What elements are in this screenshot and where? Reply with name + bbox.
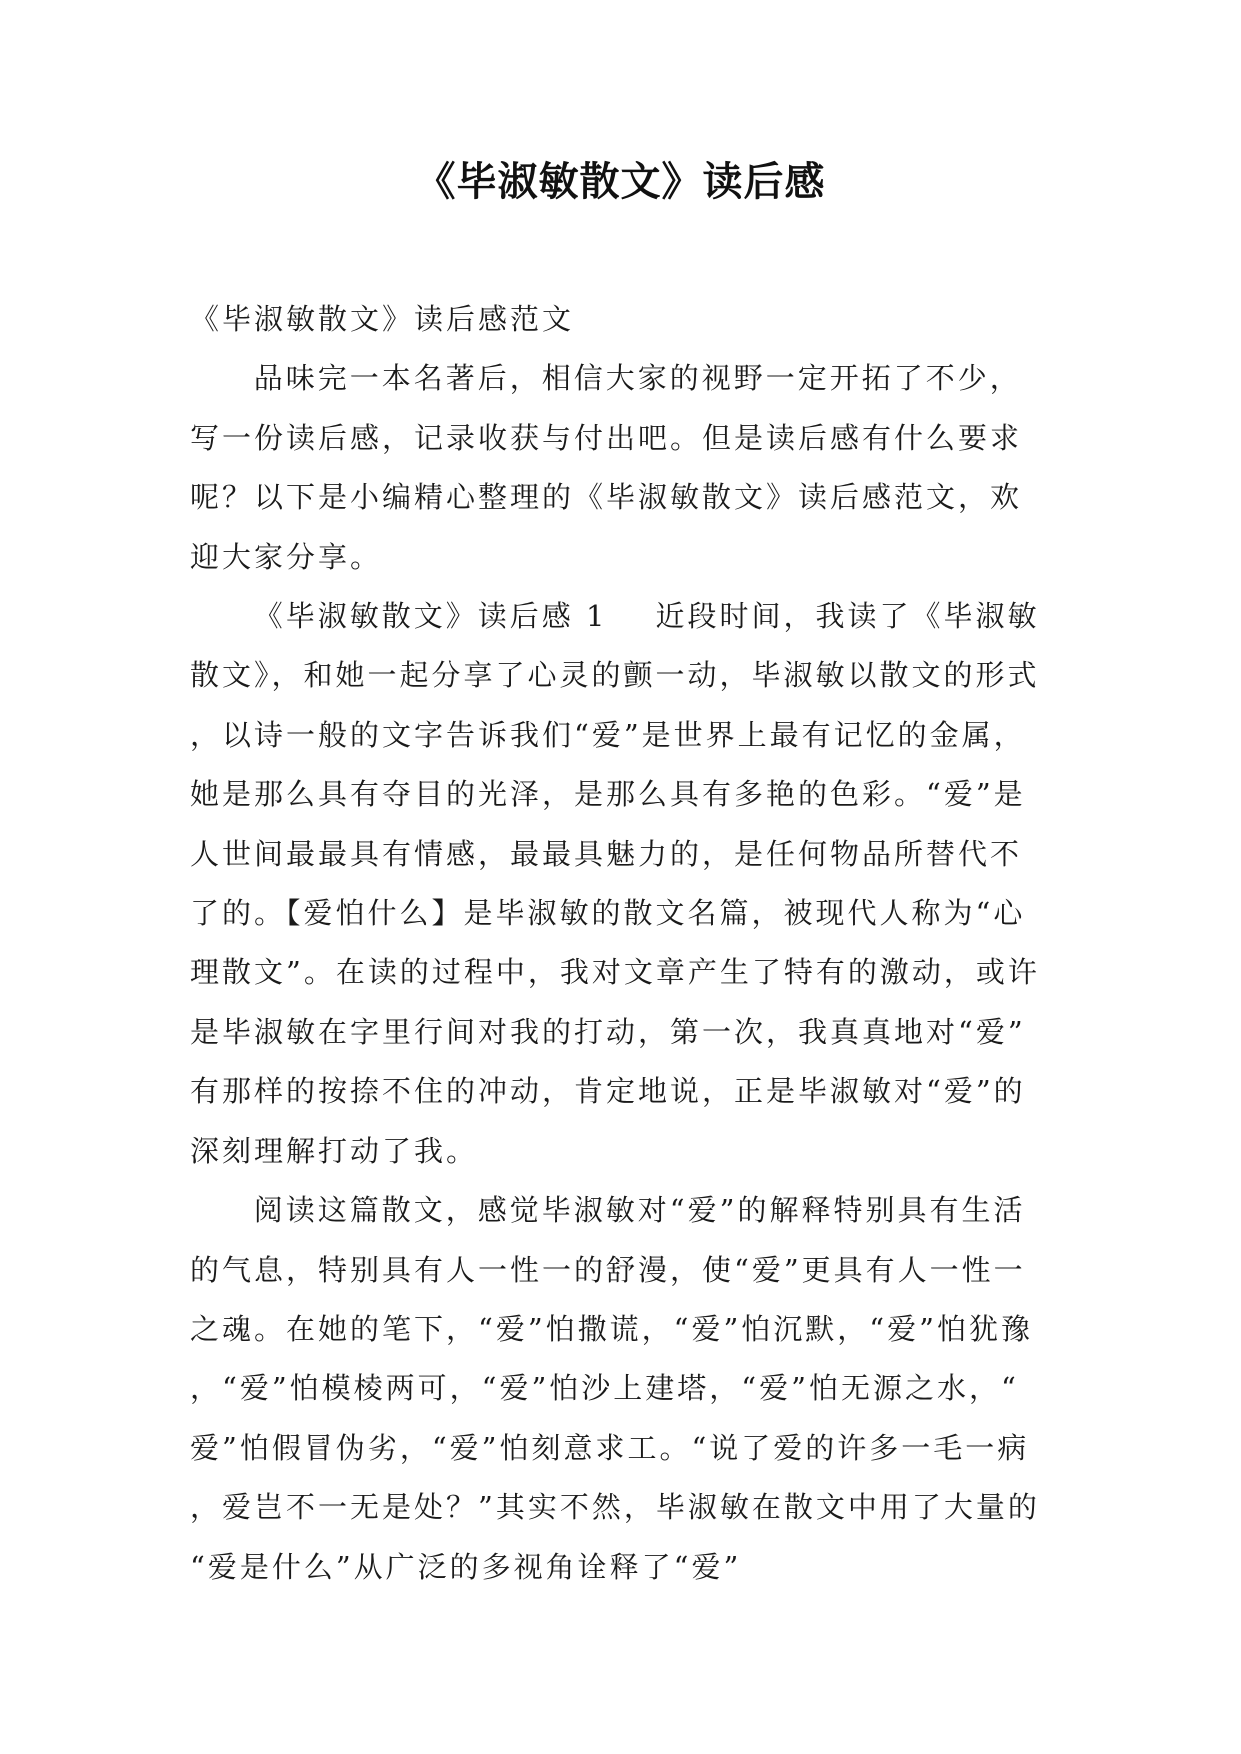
- intro-paragraph: 品味完一本名著后，相信大家的视野一定开拓了不少，写一份读后感，记录收获与付出吧。但是读后感有什么要求呢？以下是小编精心整理的《毕淑敏散文》读后感范文，欢迎大家分享。: [190, 361, 1023, 574]
- body-paragraph-2: 阅读这篇散文，感觉毕淑敏对“爱”的解释特别具有生活的气息，特别具有人一性一的舒漫，使“爱”更具有人一性一之魂。在她的笔下，“爱”怕撒谎，“爱”怕沉默，“爱”怕犹豫，“爱”怕模棱两可，“爱”怕沙上建塔，“爱”怕无源之水，“爱”怕假冒伪劣，“爱”怕刻意求工。“说了爱的许多一毛一病，爱岂不一无是处？”其实不然，毕淑敏在散文中用了大量的“爱是什么”从广泛的多视角诠释了“爱”: [190, 1193, 1040, 1584]
- section1-text: 近段时间，我读了《毕淑敏散文》，和她一起分享了心灵的颤一动，毕淑敏以散文的形式，以诗一般的文字告诉我们“爱”是世界上最有记忆的金属，她是那么具有夺目的光泽，是那么具有多艳的色彩。“爱”是人世间最最具有情感，最最具魅力的，是任何物品所替代不了的。【爱怕什么】是毕淑敏的散文名篇，被现代人称为“心理散文”。在读的过程中，我对文章产生了特有的激动，或许是毕淑敏在字里行间对我的打动，第一次，我真真地对“爱”有那样的按捺不住的冲动，肯定地说，正是毕淑敏对“爱”的深刻理解打动了我。: [190, 599, 1040, 1168]
- document-body: [190, 290, 1050, 1597]
- document-title: 《毕淑敏散文》读后感: [415, 159, 826, 205]
- section1-heading: 《毕淑敏散文》读后感 1: [253, 599, 608, 634]
- section1-paragraph: [190, 587, 1050, 1181]
- document-subtitle: 《毕淑敏散文》读后感范文: [190, 302, 575, 336]
